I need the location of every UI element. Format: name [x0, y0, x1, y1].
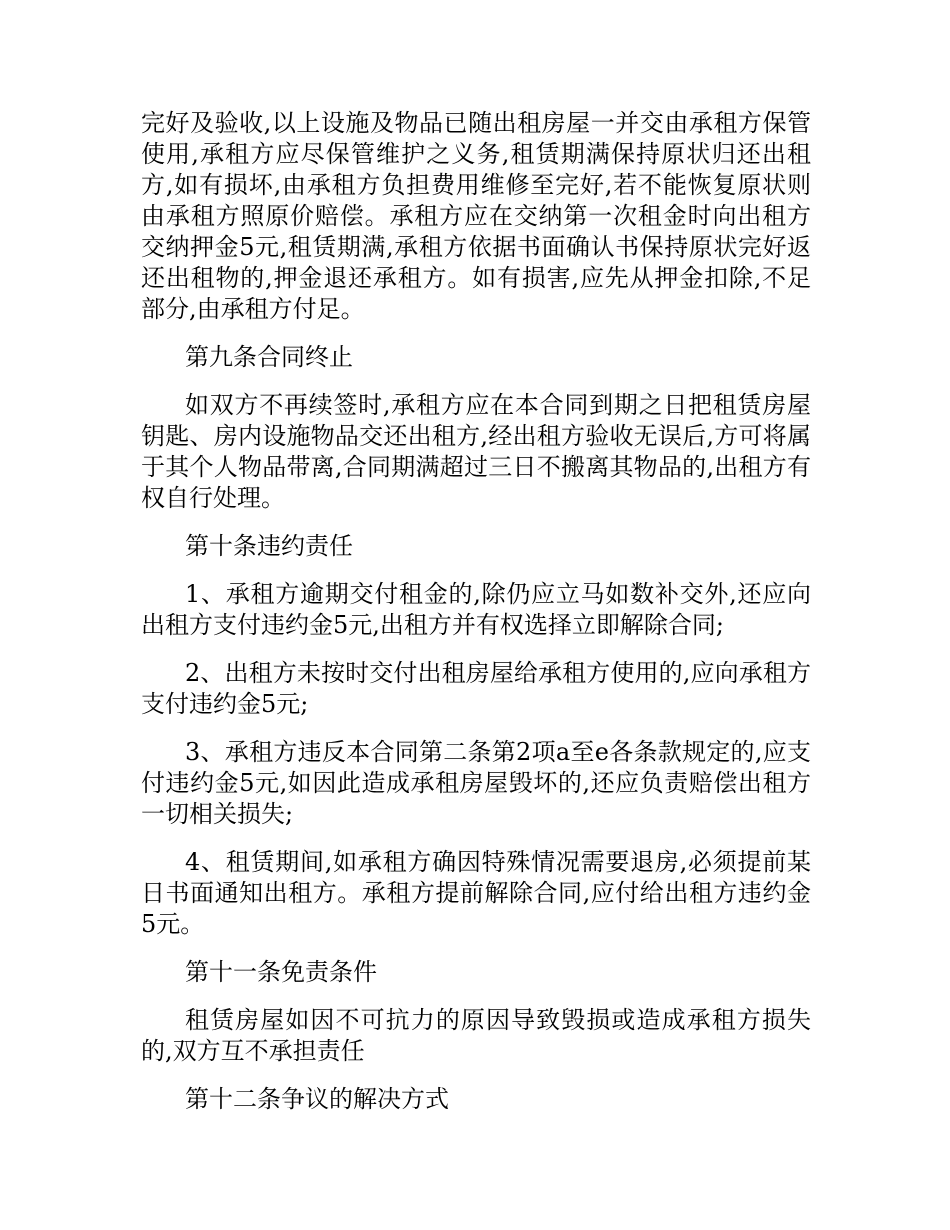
heading-article-9: 第九条合同终止 — [185, 343, 353, 371]
paragraph-contract-termination: 如双方不再续签时,承租方应在本合同到期之日把租赁房屋钥匙、房内设施物品交还出租方,经出租方验收无误后,方可将属于其个人物品带离,合同期满超过三日不搬离其物品的,出租方有权自行处理。 — [141, 391, 811, 512]
heading-article-10: 第十条违约责任 — [185, 532, 353, 560]
paragraph-deposit-terms: 完好及验收,以上设施及物品已随出租房屋一并交由承租方保管使用,承租方应尽保管维护之义务,租赁期满保持原状归还出租方,如有损坏,由承租方负担费用维修至完好,若不能恢复原状则由承租方照原价赔偿。承租方应在交纳第一次租金时向出租方交纳押金5元,租赁期满,承租方依据书面确认书保持原状完好返还出租物的,押金退还承租方。如有损害,应先从押金扣除,不足部分,由承租方付足。 — [141, 109, 811, 323]
heading-article-12: 第十二条争议的解决方式 — [185, 1085, 449, 1113]
paragraph-breach-item-4: 4、租赁期间,如承租方确因特殊情况需要退房,必须提前某日书面通知出租方。承租方提前解除合同,应付给出租方违约金5元。 — [141, 848, 811, 938]
paragraph-breach-item-3: 3、承租方违反本合同第二条第2项a至e各条款规定的,应支付违约金5元,如因此造成承租房屋毁坏的,还应负责赔偿出租方一切相关损失; — [141, 738, 811, 828]
document-page — [141, 108, 811, 1132]
paragraph-force-majeure: 租赁房屋如因不可抗力的原因导致毁损或造成承租方损失的,双方互不承担责任 — [141, 1006, 811, 1065]
paragraph-breach-item-2: 2、出租方未按时交付出租房屋给承租方使用的,应向承租方支付违约金5元; — [141, 659, 811, 718]
heading-article-11: 第十一条免责条件 — [185, 958, 377, 986]
paragraph-breach-item-1: 1、承租方逾期交付租金的,除仍应立马如数补交外,还应向出租方支付违约金5元,出租方并有权选择立即解除合同; — [141, 580, 811, 639]
